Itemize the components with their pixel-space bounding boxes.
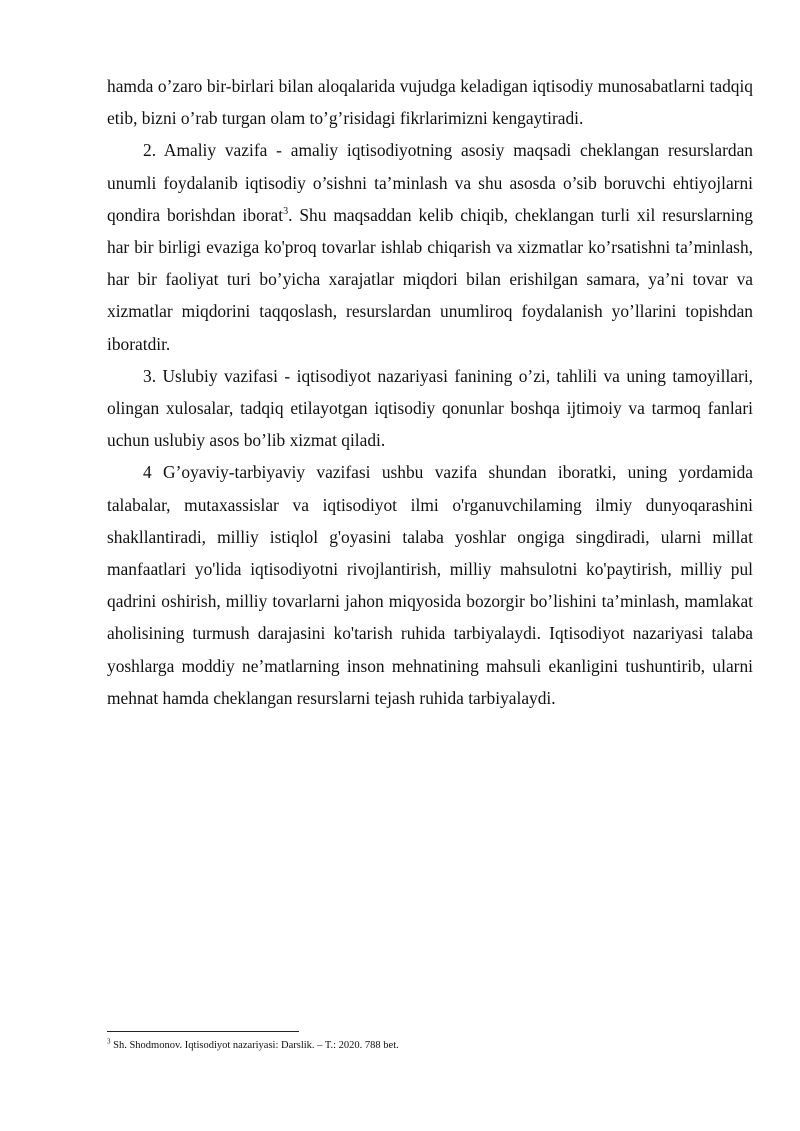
footnote	[107, 1039, 753, 1053]
document-body	[107, 70, 753, 714]
footnote-text: Sh. Shodmonov. Iqtisodiyot nazariyasi: Darslik. – T.: 2020. 788 bet.	[110, 1040, 399, 1051]
paragraph-practical-task	[107, 134, 753, 359]
footnote-reference: 3	[283, 206, 289, 218]
paragraph-text: 2. Amaliy vazifa - amaliy iqtisodiyotning asosiy maqsadi cheklangan resurslardan unumli foydalanib iqtisodiy o’sishni ta’minlash va shu asosda o’sib boruvchi ehtiyojlarni qondira borishdan iborat	[107, 140, 753, 225]
footnote-number: 3	[107, 1037, 111, 1046]
paragraph-methodological-task: 3. Uslubiy vazifasi - iqtisodiyot nazariyasi fanining o’zi, tahlili va uning tamoyillari, olingan xulosalar, tadqiq etilayotgan iqtisodiy qonunlar boshqa ijtimoiy va tarmoq fanlari uchun uslubiy asos bo’lib xizmat qiladi.	[107, 365, 753, 451]
footnote-divider	[107, 1031, 299, 1032]
paragraph-ideological-task: 4 G’oyaviy-tarbiyaviy vazifasi ushbu vazifa shundan iboratki, uning yordamida talabalar, mutaxassislar va iqtisodiyot ilmi o'rganuvchilaming ilmiy dunyoqarashini shakllantiradi, milliy istiqlol g'oyasini talaba yoshlar ongiga singdiradi, ularni millat manfaatlari yo'lida iqtisodiyotni rivojlantirish, milliy mahsulotni ko'paytirish, milliy pul qadrini oshirish, milliy tovarlarni jahon miqyosida bozorgir bo’lishini ta’minlash, mamlakat aholisining turmush darajasini ko'tarish ruhida tarbiyalaydi. Iqtisodiyot nazariyasi talaba yoshlarga moddiy ne’matlarning inson mehnatining mahsuli ekanligini tushuntirib, ularni mehnat hamda cheklangan resurslarni tejash ruhida tarbiyalaydi.	[107, 462, 753, 708]
paragraph-continuation: hamda o’zaro bir-birlari bilan aloqalarida vujudga keladigan iqtisodiy munosabatlarni tadqiq etib, bizni o’rab turgan olam to’g’risidagi fikrlarimizni kengaytiradi.	[107, 76, 753, 129]
paragraph-text: . Shu maqsaddan kelib chiqib, cheklangan turli xil resurslarning har bir birligi evaziga ko'proq tovarlar ishlab chiqarish va xizmatlar ko’rsatishni ta’minlash, har bir faoliyat turi bo’yicha xarajatlar miqdori bilan erishilgan samara, ya’ni tovar va xizmatlar miqdorini taqqoslash, resurslardan unumliroq foydalanish yo’llarini topishdan iboratdir.	[107, 204, 753, 354]
